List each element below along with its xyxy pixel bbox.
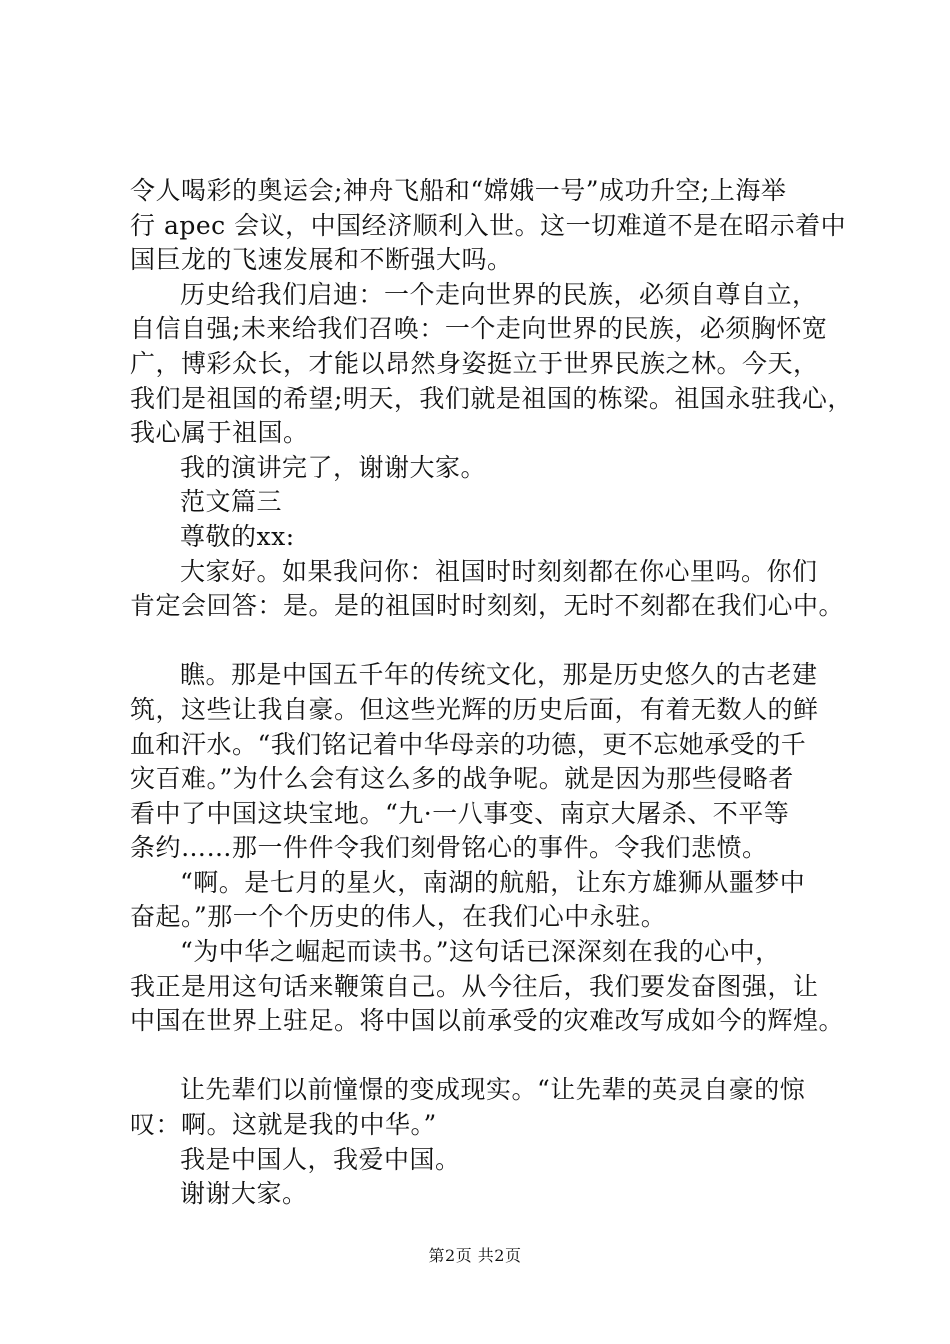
paragraph-line: 广，博彩众长，才能以昂然身姿挺立于世界民族之林。今天， (130, 348, 819, 378)
blank-line (130, 1039, 850, 1074)
paragraph-line: 令人喝彩的奥运会;神舟飞船和“嫦娥一号”成功升空;上海举 (130, 176, 787, 205)
paragraph-line: 历史给我们启迪：一个走向世界的民族，必须自尊自立， (180, 279, 818, 309)
paragraph-line: 我们是祖国的希望;明天，我们就是祖国的栋梁。祖国永驻我心， (130, 383, 853, 413)
paragraph-line: 看中了中国这块宝地。“九·一八事变、南京大屠杀、不平等 (130, 798, 790, 828)
paragraph-line: “为中华之崛起而读书。”这句话已深深刻在我的心中， (180, 937, 781, 967)
paragraph-line: 叹：啊。这就是我的中华。” (130, 1110, 437, 1140)
paragraph-line: 瞧。那是中国五千年的传统文化，那是历史悠久的古老建 (180, 660, 818, 690)
salutation: 尊敬的xx: (180, 521, 295, 551)
closing-line: 我的演讲完了，谢谢大家。 (180, 452, 487, 482)
paragraph-line: 让先辈们以前憧憬的变成现实。“让先辈的英灵自豪的惊 (180, 1075, 806, 1105)
paragraph-line: 条约……那一件件令我们刻骨铭心的事件。令我们悲愤。 (130, 833, 768, 863)
closing-line: 谢谢大家。 (180, 1179, 308, 1209)
paragraph-line: 我是中国人，我爱中国。 (180, 1144, 461, 1174)
paragraph-line: 筑，这些让我自豪。但这些光辉的历史后面，有着无数人的鲜 (130, 694, 819, 724)
document-body (130, 174, 853, 1212)
section-heading: 范文篇三 (180, 487, 283, 517)
blank-line (130, 624, 850, 659)
paragraph-line: 血和汗水。“我们铭记着中华母亲的功德，更不忘她承受的千 (130, 729, 807, 759)
paragraph-line: 中国在世界上驻足。将中国以前承受的灾难改写成如今的辉煌。 (130, 1006, 845, 1036)
paragraph-line: 行 apec 会议，中国经济顺利入世。这一切难道不是在昭示着中 (130, 210, 847, 240)
paragraph-line: 国巨龙的飞速发展和不断强大吗。 (130, 245, 513, 275)
paragraph-line: 我正是用这句话来鞭策自己。从今往后，我们要发奋图强，让 (130, 971, 819, 1001)
paragraph-line: “啊。是七月的星火，南湖的航船，让东方雄狮从噩梦中 (180, 867, 806, 897)
page-footer: 第2页 共2页 (428, 1246, 522, 1265)
paragraph-line: 奋起。”那一个个历史的伟人，在我们心中永驻。 (130, 902, 667, 932)
paragraph-line: 自信自强;未来给我们召唤：一个走向世界的民族，必须胸怀宽 (130, 314, 828, 344)
paragraph-line: 我心属于祖国。 (130, 418, 309, 448)
paragraph-line: 大家好。如果我问你：祖国时时刻刻都在你心里吗。你们 (180, 556, 818, 586)
paragraph-line: 肯定会回答：是。是的祖国时时刻刻，无时不刻都在我们心中。 (130, 591, 845, 621)
paragraph-line: 灾百难。”为什么会有这么多的战争呢。就是因为那些侵略者 (130, 764, 794, 794)
